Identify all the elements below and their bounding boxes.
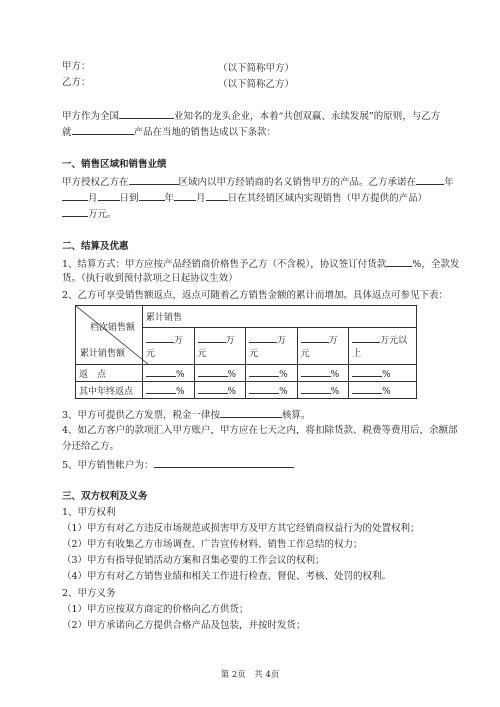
right-3: （3）甲方有指导促销活动方案和召集必要的工作会议的权利； [62, 555, 325, 566]
section2-p1: 1、结算方式：甲方应按产品经销商价格售予乙方（不含税），协议签订付货款 %，全款发 [62, 256, 459, 271]
section2-p4-cont: 分还给乙方。 [62, 441, 120, 452]
duties-title: 2、甲方义务 [62, 588, 116, 599]
table-tier-3: 万元 [246, 327, 298, 364]
table-cell: % [143, 382, 195, 399]
section1-line-2: 月 日到 年 月 日在其经销区域内实现销售（甲方提供的产品） [62, 190, 427, 205]
table-cell: % [194, 365, 246, 382]
section1-line-3: 万元。 [62, 206, 117, 221]
section2-p2: 2、乙方可享受销售额返点，返点可随着乙方销售金额的累计而增加。具体返点可参见下表： [62, 290, 449, 301]
table-cell: % [194, 382, 246, 399]
party-a-note: （以下简称甲方） [218, 63, 295, 74]
table-cell: % [246, 382, 298, 399]
table-diagonal-header [76, 306, 143, 365]
intro-line-2: 就 产品在当地的销售达成以下条款： [62, 124, 276, 139]
party-b-note: （以下简称乙方） [218, 79, 295, 90]
right-4: （4）甲方有对乙方销售业绩和相关工作进行检查、督促、考核、处罚的权利。 [62, 571, 392, 582]
table-tier-4: 万元 [297, 327, 349, 364]
table-cell: % [246, 365, 298, 382]
party-b-label: 乙方： [62, 77, 91, 88]
table-cell: % [297, 365, 349, 382]
section2-p4: 4、如乙方客户的款项汇入甲方账户，甲方应在七天之内，将扣除货款、税费等费用后，余额部 [62, 425, 458, 436]
diag-bottom-label: 累计销售额 [80, 349, 126, 359]
table-tier-5: 万元以上 [349, 327, 417, 364]
table-row2-label: 其中年终返点 [76, 382, 143, 399]
section1-title: 一、销售区域和销售业绩 [62, 159, 167, 170]
intro-line-1: 甲方作为全国 业知名的龙头企业，本着“共创双赢、永续发展”的原则，与乙方 [62, 108, 440, 123]
rights-title: 1、甲方权利 [62, 507, 116, 518]
table-cell: % [143, 365, 195, 382]
table-cell: % [349, 382, 417, 399]
rebate-table [75, 305, 417, 399]
section1-line-1: 甲方授权乙方在 区域内以甲方经销商的名义销售甲方的产品。乙方承诺在 年 [62, 174, 454, 189]
table-tier-2: 万元 [194, 327, 246, 364]
table-row1-label: 返 点 [76, 365, 143, 382]
section2-p1-cont: 货。（执行收到预付款项之日起协议生效） [62, 273, 238, 284]
party-a-label: 甲方： [62, 61, 91, 72]
page-footer: 第 2页 共 4页 [220, 670, 280, 680]
section2-p3: 3、甲方可提供乙方发票，税金一律按 核算。 [62, 407, 311, 422]
table-cell: % [297, 382, 349, 399]
duty-1: （1）甲方应按双方商定的价格向乙方供货； [62, 604, 249, 615]
section3-title: 三、双方权利及义务 [62, 491, 148, 502]
table-cell: % [349, 365, 417, 382]
duty-2: （2）甲方承诺向乙方提供合格产品及包装，并按时发货； [62, 620, 306, 631]
right-1: （1）甲方有对乙方违反市场规范或损害甲方及甲方其它经销商权益行为的处置权利； [62, 523, 420, 534]
section2-title: 二、结算及优惠 [62, 241, 129, 252]
diag-top-label: 档次销售额 [90, 323, 136, 333]
section2-p5: 5、甲方销售帐户为： [62, 457, 294, 472]
table-header-top: 累计销售 [143, 306, 417, 328]
table-tier-1: 万元 [143, 327, 195, 364]
right-2: （2）甲方有收集乙方市场调查、广告宣传材料、销售工作总结的权力； [62, 539, 363, 550]
